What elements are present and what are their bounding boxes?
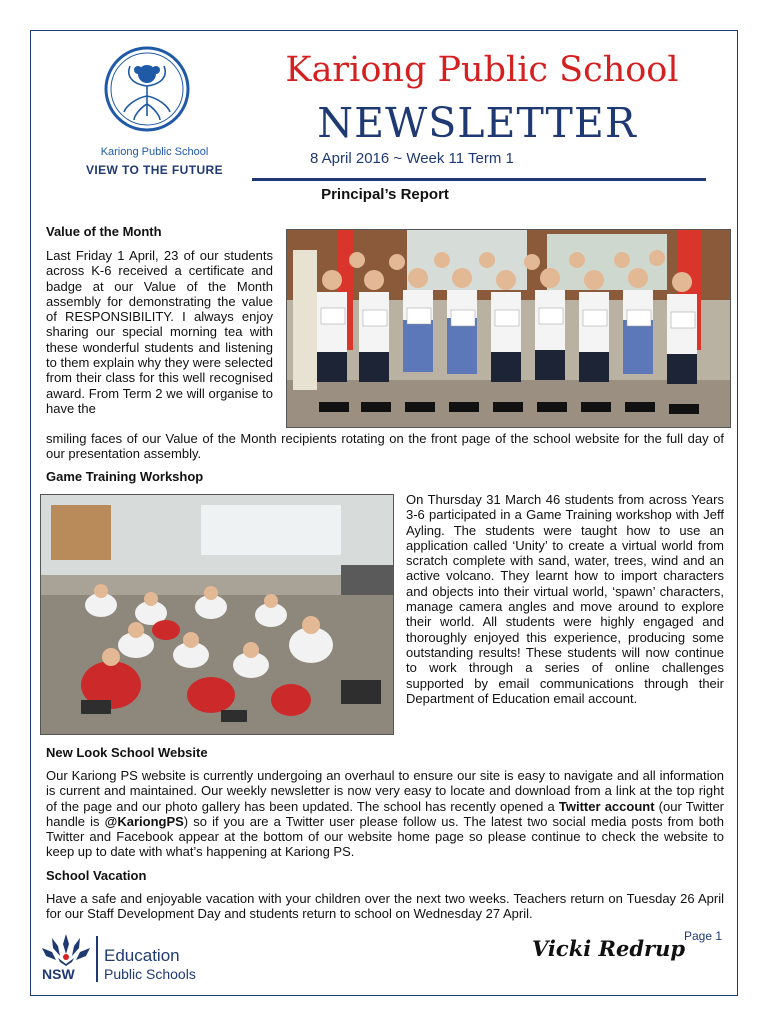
website-heading: New Look School Website [46, 745, 208, 760]
logo-motto: VIEW TO THE FUTURE [86, 163, 223, 177]
value-of-month-group-photo [286, 229, 731, 428]
vacation-text: Have a safe and enjoyable vacation with your children over the next two weeks. Teachers return on Tuesday 26 April for our Staff Development Day and students return to school on Wednesday 27 April. [46, 891, 724, 922]
section-title: Principal’s Report [321, 186, 449, 203]
education-title: Education [104, 946, 180, 965]
value-of-month-text: Last Friday 1 April, 23 of our students across K-6 received a certificate and badge at our Value of the Month assembly for demonstrating the value of RESPONSIBILITY. I always enjoy sharing our special morning tea with these wonderful students and listening to them explain why they were selected from their class for this well recognised award. From Term 2 we will organise to have the [46, 248, 273, 416]
footer-logo-divider [96, 936, 98, 982]
page-number: Page 1 [684, 929, 723, 943]
vacation-heading: School Vacation [46, 868, 147, 883]
value-of-month-text-continued: smiling faces of our Value of the Month recipients rotating on the front page of the school website for the full day of our presentation assembly. [46, 431, 724, 462]
header-rule [252, 178, 706, 181]
game-training-classroom-photo [40, 494, 394, 735]
logo-school-name: Kariong Public School [100, 146, 209, 158]
game-training-text: On Thursday 31 March 46 students from across Years 3-6 participated in a Game Training workshop with Jeff Ayling. The students were taught how to use an application called ‘Unity’ to create a virtual world from scratch complete with sand, water, trees, wind and an active volcano. They learnt how to import characters and objects into their virtual world, ‘spawn’ characters, manage camera angles and move around to explore their world. All students were highly engaged and thoroughly enjoyed this experience, producing some outstanding results! These students will now continue to work through a series of online challenges supported by email communications through their Department of Education email account. [406, 492, 724, 706]
value-of-month-heading: Value of the Month [46, 224, 162, 239]
school-name-title: Kariong Public School [285, 50, 679, 90]
newsletter-title: NEWSLETTER [317, 99, 637, 147]
game-training-heading: Game Training Workshop [46, 469, 204, 484]
education-subtitle: Public Schools [104, 966, 196, 982]
school-crest-logo [104, 46, 190, 132]
issue-date: 8 April 2016 ~ Week 11 Term 1 [310, 150, 514, 167]
nsw-label: NSW [42, 966, 75, 982]
website-text: Our Kariong PS website is currently undergoing an overhaul to ensure our site is easy to navigate and all information is current and maintained. Our weekly newsletter is now very easy to locate and download from a link at the top right of the page and our photo gallery has been updated. The school has recently opened a Twitter account (our Twitter handle is @KariongPS) so if you are a Twitter user please follow us. The latest two social media posts from both Twitter and Facebook appear at the bottom of our website home page so please continue to check the website to keep up to date with what’s happening at Kariong PS. [46, 768, 725, 860]
principal-signature: Vicki Redrup [532, 936, 686, 961]
